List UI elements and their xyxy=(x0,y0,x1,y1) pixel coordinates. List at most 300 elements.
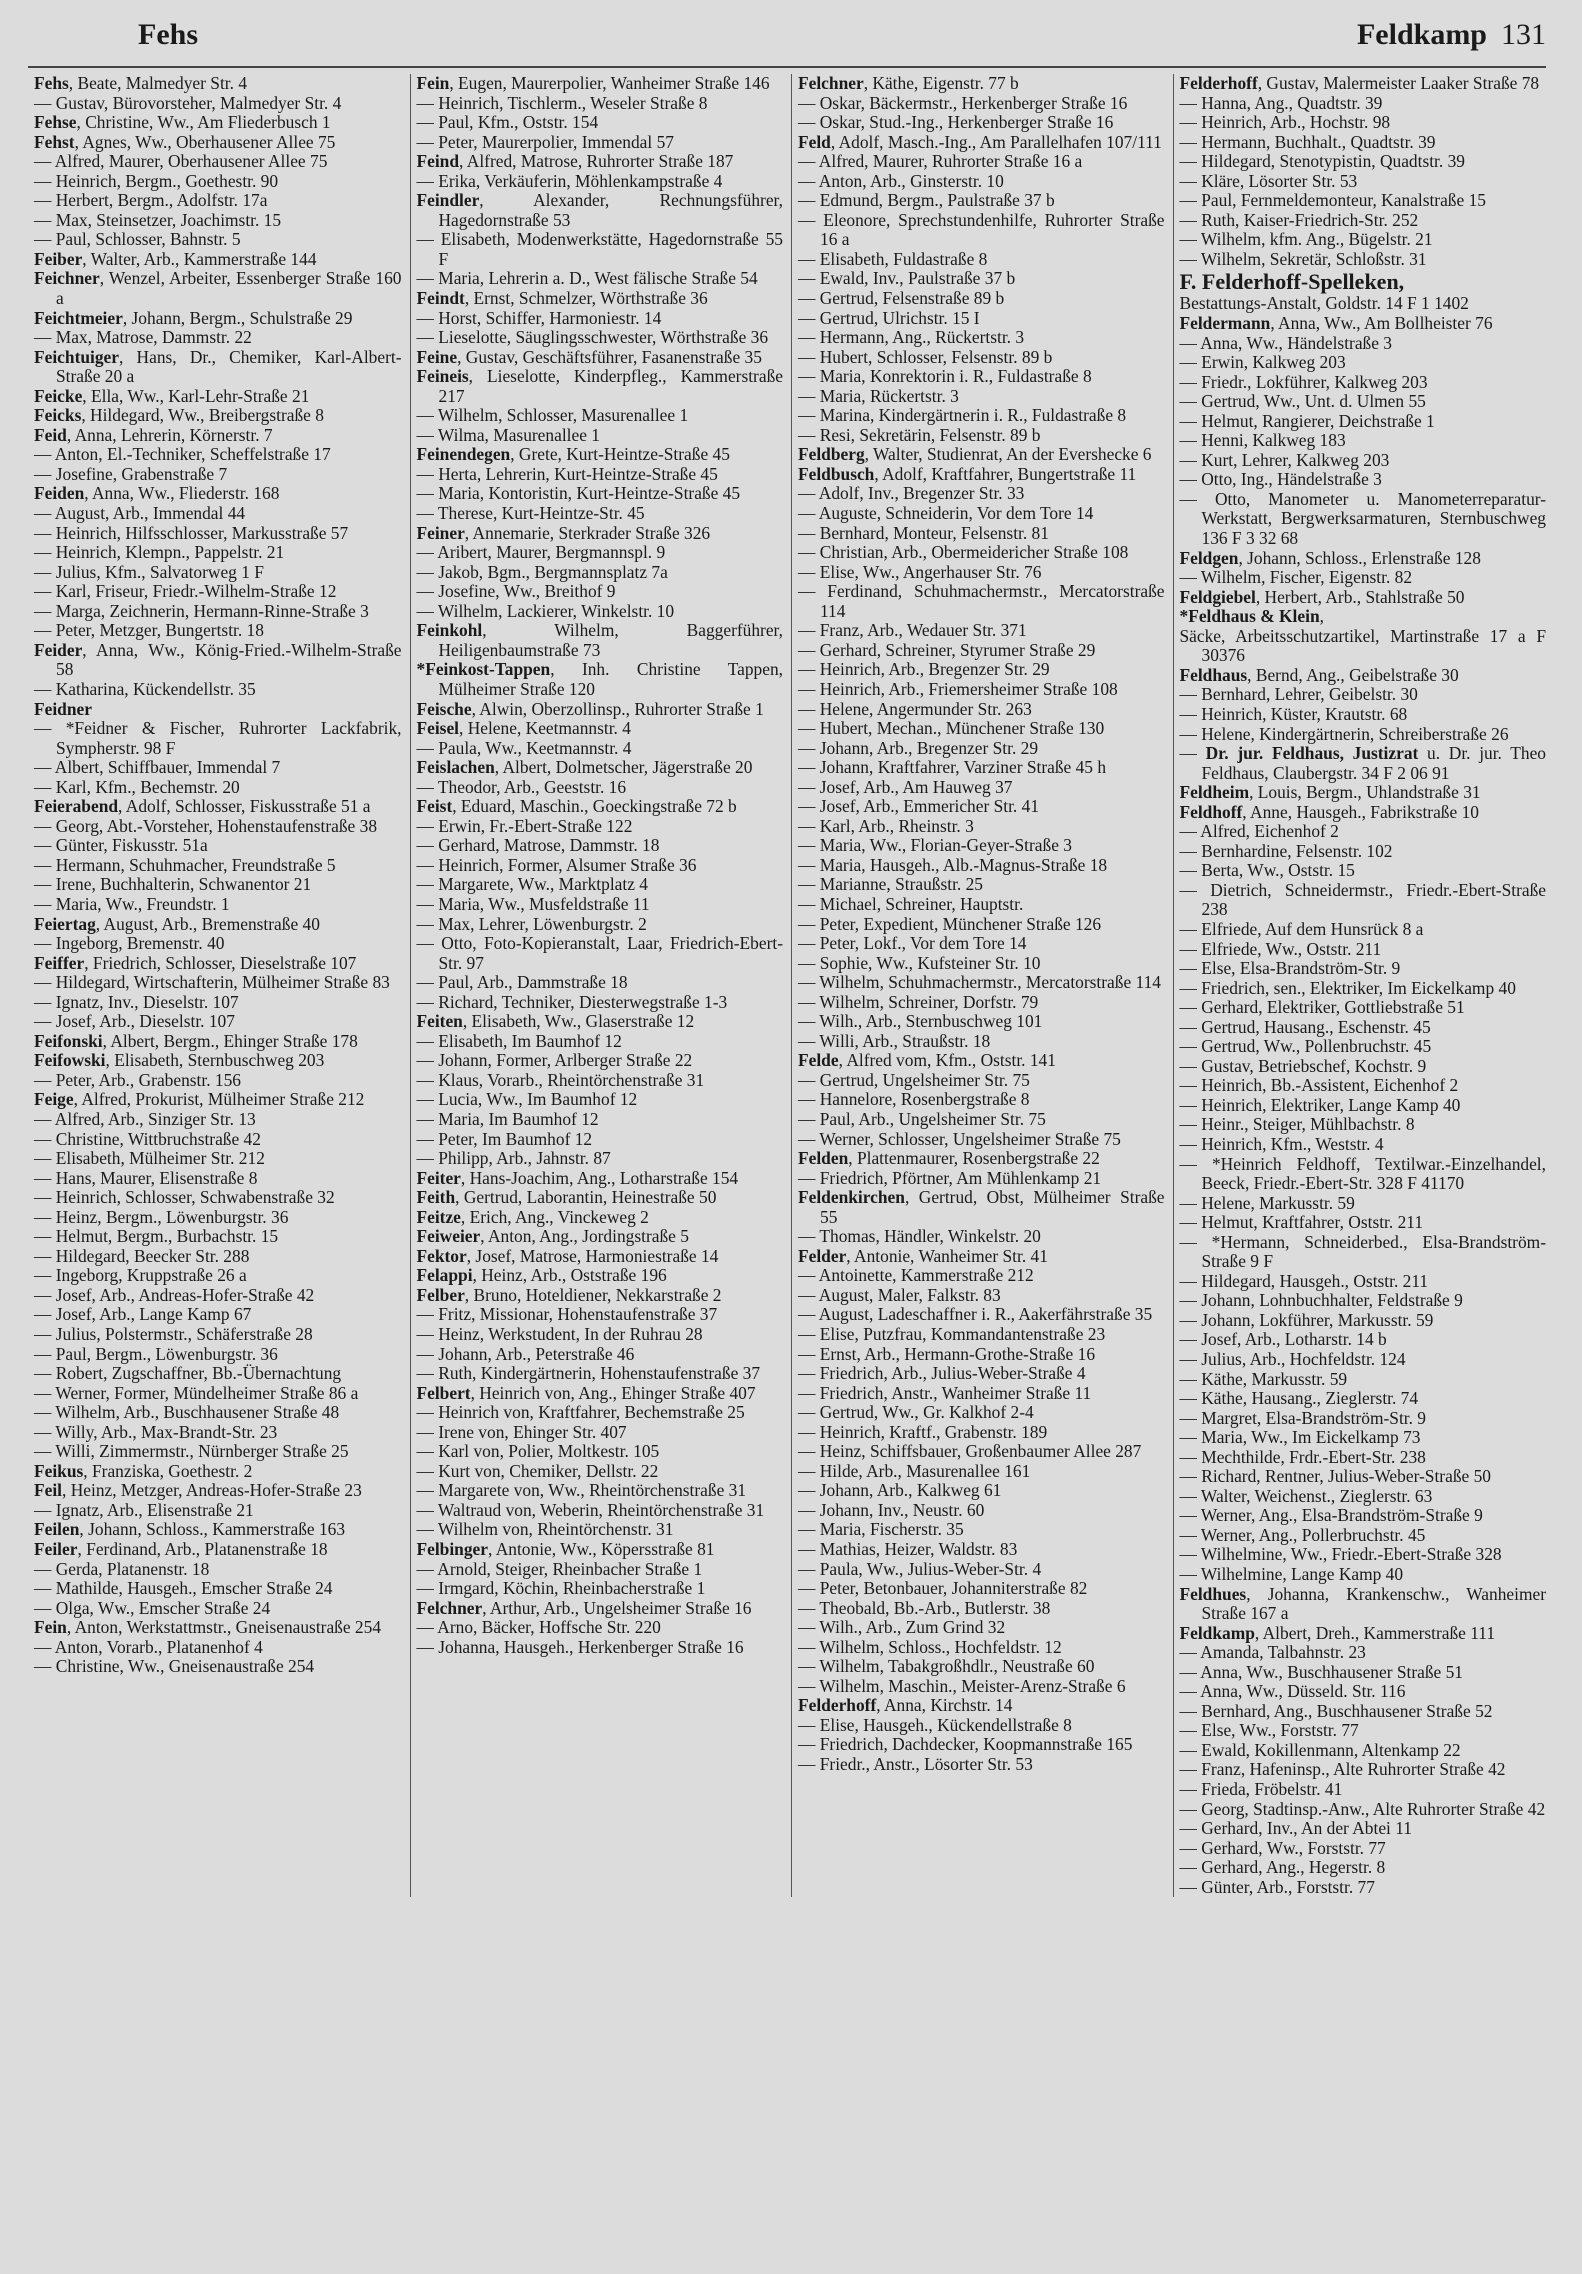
directory-entry: — Willi, Zimmermstr., Nürnberger Straße 25 xyxy=(34,1441,349,1462)
directory-entry: — August, Maler, Falkstr. 83 xyxy=(798,1284,1001,1305)
directory-entry: Felbinger, Antonie, Ww., Köpersstraße 81 xyxy=(416,1539,715,1560)
directory-entry: Feld, Adolf, Masch.-Ing., Am Parallelhafen 107/111 xyxy=(798,131,1162,152)
directory-entry: — Hans, Maurer, Elisenstraße 8 xyxy=(34,1167,258,1188)
directory-entry: — Herbert, Bergm., Adolfstr. 17a xyxy=(34,190,268,211)
directory-entry: — Therese, Kurt-Heintze-Str. 45 xyxy=(416,503,645,524)
directory-entry: — Henni, Kalkweg 183 xyxy=(1179,430,1346,451)
directory-entry: — Johann, Arb., Bregenzer Str. 29 xyxy=(798,737,1039,758)
directory-entry: — Wilhelm, Tabakgroßhdlr., Neustraße 60 xyxy=(798,1656,1095,1677)
directory-entry: — Heinrich, Arb., Bregenzer Str. 29 xyxy=(798,659,1050,680)
directory-entry: Felappi, Heinz, Arb., Oststraße 196 xyxy=(416,1265,667,1286)
directory-entry: — Irene, Buchhalterin, Schwanentor 21 xyxy=(34,874,312,895)
directory-entry: — Heinrich, Klempn., Pappelstr. 21 xyxy=(34,542,285,563)
directory-entry: — Johann, Kraftfahrer, Varziner Straße 45 h xyxy=(798,757,1107,778)
directory-entry: Feicks, Hildegard, Ww., Breibergstraße 8 xyxy=(34,405,324,426)
directory-entry: — Heinrich, Elektriker, Lange Kamp 40 xyxy=(1179,1094,1461,1115)
directory-entry: — Otto, Foto-Kopieranstalt, Laar, Friedrich-Ebert-Str. 97 xyxy=(416,933,783,973)
directory-entry: — Jakob, Bgm., Bergmannsplatz 7a xyxy=(416,561,668,582)
directory-entry: — Josef, Arb., Dieselstr. 107 xyxy=(34,1011,235,1032)
directory-entry: Feifonski, Albert, Bergm., Ehinger Straße 178 xyxy=(34,1030,358,1051)
directory-entry: — Maria, Ww., Freundstr. 1 xyxy=(34,893,230,914)
directory-entry: — Paul, Fernmeldemonteur, Kanalstraße 15 xyxy=(1179,190,1486,211)
directory-entry: Feil, Heinz, Metzger, Andreas-Hofer-Straße 23 xyxy=(34,1480,362,1501)
directory-entry: — Maria, Im Baumhof 12 xyxy=(416,1108,599,1129)
directory-entry: Feine, Gustav, Geschäftsführer, Fasanenstraße 35 xyxy=(416,346,762,367)
directory-entry: — Alfred, Eichenhof 2 xyxy=(1179,821,1339,842)
directory-entry: — Oskar, Bäckermstr., Herkenberger Straße 16 xyxy=(798,92,1128,113)
directory-entry: — Otto, Manometer u. Manometerreparatur-Werkstatt, Bergwerksarmaturen, Sternbuschweg 136 F 3 32 68 xyxy=(1179,488,1546,549)
directory-entry: Feiner, Annemarie, Sterkrader Straße 326 xyxy=(416,522,711,543)
directory-entry: — Heinrich, Arb., Friemersheimer Straße 108 xyxy=(798,678,1118,699)
directory-entry: — Maria, Fischerstr. 35 xyxy=(798,1519,964,1540)
directory-entry: — Hildegard, Wirtschafterin, Mülheimer Straße 83 xyxy=(34,972,390,993)
directory-entry: — Käthe, Markusstr. 59 xyxy=(1179,1368,1348,1389)
directory-entry: — Gertrud, Ulrichstr. 15 I xyxy=(798,307,980,328)
directory-entry: — Werner, Ang., Pollerbruchstr. 45 xyxy=(1179,1524,1426,1545)
directory-entry: — Anton, El.-Techniker, Scheffelstraße 17 xyxy=(34,444,331,465)
directory-entry: Felde, Alfred vom, Kfm., Oststr. 141 xyxy=(798,1050,1056,1071)
directory-entry: — Marianne, Straußstr. 25 xyxy=(798,874,983,895)
directory-entry: — Gerhard, Matrose, Dammstr. 18 xyxy=(416,835,660,856)
directory-entry: — Richard, Techniker, Diesterwegstraße 1-3 xyxy=(416,991,728,1012)
directory-entry: — Wilhelm, Schreiner, Dorfstr. 79 xyxy=(798,991,1039,1012)
directory-entry: Feldberg, Walter, Studienrat, An der Evershecke 6 xyxy=(798,444,1152,465)
directory-entry: — Heinrich, Kfm., Weststr. 4 xyxy=(1179,1133,1384,1154)
directory-entry: — Johann, Inv., Neustr. 60 xyxy=(798,1499,985,1520)
header-right xyxy=(1357,18,1546,52)
directory-entry: Bestattungs-Anstalt, Goldstr. 14 F 1 1402 xyxy=(1179,293,1469,314)
directory-entry: — Gertrud, Ungelsheimer Str. 75 xyxy=(798,1069,1030,1090)
directory-entry: — Helene, Markusstr. 59 xyxy=(1179,1192,1355,1213)
directory-entry: — Gustav, Betriebschef, Kochstr. 9 xyxy=(1179,1055,1427,1076)
directory-entry: — Anton, Vorarb., Platanenhof 4 xyxy=(34,1636,263,1657)
directory-entry: — Friedr., Lokführer, Kalkweg 203 xyxy=(1179,371,1428,392)
directory-entry: Feiden, Anna, Ww., Fliederstr. 168 xyxy=(34,483,280,504)
page-number: 131 xyxy=(1501,18,1546,51)
directory-entry: Felchner, Käthe, Eigenstr. 77 b xyxy=(798,74,1019,93)
directory-entry: — Ingeborg, Bremenstr. 40 xyxy=(34,933,225,954)
directory-entry: Fein, Eugen, Maurerpolier, Wanheimer Straße 146 xyxy=(416,74,770,93)
directory-entry: — Wilhelm, Lackierer, Winkelstr. 10 xyxy=(416,600,675,621)
directory-entry: — Christine, Ww., Gneisenaustraße 254 xyxy=(34,1656,315,1677)
directory-entry: — Dietrich, Schneidermstr., Friedr.-Ebert-Straße 238 xyxy=(1179,879,1546,920)
directory-entry: — Ferdinand, Schuhmachermstr., Mercatorstraße 114 xyxy=(798,581,1165,621)
directory-entry: — Ingeborg, Kruppstraße 26 a xyxy=(34,1265,247,1286)
directory-entry: — Wilhelm, Schuhmachermstr., Mercatorstraße 114 xyxy=(798,972,1161,993)
directory-entry: — Peter, Arb., Grabenstr. 156 xyxy=(34,1069,241,1090)
directory-entry: — Ignatz, Inv., Dieselstr. 107 xyxy=(34,991,239,1012)
directory-entry: — Alfred, Maurer, Ruhrorter Straße 16 a xyxy=(798,151,1083,172)
directory-entry: Feikus, Franziska, Goethestr. 2 xyxy=(34,1460,253,1481)
directory-entry: — Josef, Arb., Am Hauweg 37 xyxy=(798,776,1013,797)
directory-entry: Feitze, Erich, Ang., Vinckeweg 2 xyxy=(416,1206,649,1227)
directory-entry: — Philipp, Arb., Jahnstr. 87 xyxy=(416,1148,611,1169)
directory-entry: Feiweier, Anton, Ang., Jordingstraße 5 xyxy=(416,1226,689,1247)
directory-entry: Felchner, Arthur, Arb., Ungelsheimer Straße 16 xyxy=(416,1597,752,1618)
directory-entry: — Helene, Angermunder Str. 263 xyxy=(798,698,1032,719)
directory-entry: — Werner, Ang., Elsa-Brandström-Straße 9 xyxy=(1179,1505,1483,1526)
directory-entry: — Wilhelm, Maschin., Meister-Arenz-Straße 6 xyxy=(798,1675,1126,1696)
directory-entry: — Johann, Former, Arlberger Straße 22 xyxy=(416,1050,693,1071)
directory-entry: — Margarete, Ww., Marktplatz 4 xyxy=(416,874,648,895)
directory-entry: — Heinrich, Tischlerm., Weseler Straße 8 xyxy=(416,92,708,113)
directory-entry: — Julius, Arb., Hochfeldstr. 124 xyxy=(1179,1349,1406,1369)
directory-entry: — Bernhard, Monteur, Felsenstr. 81 xyxy=(798,522,1049,543)
directory-entry: — Johann, Arb., Kalkweg 61 xyxy=(798,1480,1002,1501)
directory-entry: Feldheim, Louis, Bergm., Uhlandstraße 31 xyxy=(1179,782,1481,803)
directory-entry: — Josefine, Grabenstraße 7 xyxy=(34,463,228,484)
directory-entry: — Maria, Ww., Im Eickelkamp 73 xyxy=(1179,1427,1421,1448)
directory-entry: Feisel, Helene, Keetmannstr. 4 xyxy=(416,718,631,739)
directory-entry: — Elise, Ww., Angerhauser Str. 76 xyxy=(798,561,1042,582)
directory-entry: — Anna, Ww., Händelstraße 3 xyxy=(1179,332,1392,353)
directory-entry: Feichtuiger, Hans, Dr., Chemiker, Karl-Albert-Straße 20 a xyxy=(34,346,402,387)
directory-entry: — Dr. jur. Feldhaus, Justizrat u. Dr. jur. Theo Feldhaus, Claubergstr. 34 F 2 06 91 xyxy=(1179,743,1546,783)
directory-entry: — Willi, Arb., Straußstr. 18 xyxy=(798,1030,991,1051)
directory-entry: Fehst, Agnes, Ww., Oberhausener Allee 75 xyxy=(34,131,336,152)
directory-entry: — Josef, Arb., Emmericher Str. 41 xyxy=(798,796,1040,817)
directory-entry: — Sophie, Ww., Kufsteiner Str. 10 xyxy=(798,952,1041,973)
directory-entry: — Karl von, Polier, Moltkestr. 105 xyxy=(416,1441,660,1462)
directory-entry: — Elise, Hausgeh., Kückendellstraße 8 xyxy=(798,1714,1072,1735)
directory-entry: Feiertag, August, Arb., Bremenstraße 40 xyxy=(34,913,320,934)
directory-entry: — Herta, Lehrerin, Kurt-Heintze-Straße 45 xyxy=(416,463,718,484)
directory-entry: Feist, Eduard, Maschin., Goeckingstraße 72 b xyxy=(416,796,737,817)
directory-entry: — Gertrud, Ww., Pollenbruchstr. 45 xyxy=(1179,1036,1432,1057)
directory-entry: Feind, Alfred, Matrose, Ruhrorter Straße 187 xyxy=(416,151,734,172)
directory-entry: — Edmund, Bergm., Paulstraße 37 b xyxy=(798,190,1055,211)
directory-entry: — Fritz, Missionar, Hohenstaufenstraße 37 xyxy=(416,1304,718,1325)
directory-entry: — Theodor, Arb., Geeststr. 16 xyxy=(416,776,627,797)
directory-entry: — Hildegard, Hausgeh., Oststr. 211 xyxy=(1179,1270,1429,1291)
directory-entry: — Maria, Lehrerin a. D., West fälische Straße 54 xyxy=(416,268,758,289)
directory-entry: Säcke, Arbeitsschutzartikel, Martinstraße 17 a F 30376 xyxy=(1179,625,1546,666)
directory-entry: — Paul, Schlosser, Bahnstr. 5 xyxy=(34,229,241,250)
directory-entry: — Ewald, Kokillenmann, Altenkamp 22 xyxy=(1179,1739,1461,1760)
directory-entry: — Ernst, Arb., Hermann-Grothe-Straße 16 xyxy=(798,1343,1096,1364)
directory-entry: — Johann, Arb., Peterstraße 46 xyxy=(416,1343,635,1364)
directory-entry: — Heinrich, Hilfsschlosser, Markusstraße 57 xyxy=(34,522,349,543)
directory-entry: Feiler, Ferdinand, Arb., Platanenstraße 18 xyxy=(34,1539,328,1560)
directory-entry: — Auguste, Schneiderin, Vor dem Tore 14 xyxy=(798,503,1094,524)
directory-entry: — *Feidner & Fischer, Ruhrorter Lackfabrik, Sympherstr. 98 F xyxy=(34,718,402,758)
directory-entry: — Franz, Arb., Wedauer Str. 371 xyxy=(798,620,1027,641)
column-1 xyxy=(28,74,402,1897)
directory-entry: — Hermann, Ang., Rückertstr. 3 xyxy=(798,327,1025,348)
directory-entry: Feldkamp, Albert, Dreh., Kammerstraße 111 xyxy=(1179,1622,1496,1643)
directory-entry: — Heinz, Bergm., Löwenburgstr. 36 xyxy=(34,1206,289,1227)
directory-entry: — *Heinrich Feldhoff, Textilwar.-Einzelhandel, Beeck, Friedr.-Ebert-Str. 328 F 41170 xyxy=(1179,1153,1546,1194)
directory-entry: — Heinrich, Schlosser, Schwabenstraße 32 xyxy=(34,1187,335,1208)
directory-entry: — Erika, Verkäuferin, Möhlenkampstraße 4 xyxy=(416,170,723,191)
directory-entry: — Max, Steinsetzer, Joachimstr. 15 xyxy=(34,209,282,230)
directory-entry: Feith, Gertrud, Laborantin, Heinestraße 50 xyxy=(416,1187,717,1208)
directory-entry: — Christine, Wittbruchstraße 42 xyxy=(34,1128,261,1149)
directory-entry: — Hubert, Schlosser, Felsenstr. 89 b xyxy=(798,346,1053,367)
directory-entry: — Wilhelm von, Rheintörchenstr. 31 xyxy=(416,1519,674,1540)
directory-entry: — Heinrich, Küster, Krautstr. 68 xyxy=(1179,703,1408,724)
directory-entry: Feldbusch, Adolf, Kraftfahrer, Bungertstraße 11 xyxy=(798,463,1137,484)
directory-entry: Feidner xyxy=(34,698,92,719)
directory-entry: — Johann, Lokführer, Markusstr. 59 xyxy=(1179,1309,1434,1330)
directory-entry: — Mathias, Heizer, Waldstr. 83 xyxy=(798,1539,1018,1560)
directory-entry: — Amanda, Talbahnstr. 23 xyxy=(1179,1642,1366,1663)
directory-entry: — Walter, Weichenst., Zieglerstr. 63 xyxy=(1179,1485,1433,1506)
directory-entry: — Theobald, Bb.-Arb., Butlerstr. 38 xyxy=(798,1597,1051,1618)
directory-entry: Feiten, Elisabeth, Ww., Glaserstraße 12 xyxy=(416,1011,695,1032)
directory-entry: — Hannelore, Rosenbergstraße 8 xyxy=(798,1089,1030,1110)
directory-entry: — Wilhelm, Schloss., Hochfeldstr. 12 xyxy=(798,1636,1062,1657)
directory-entry: Felber, Bruno, Hoteldiener, Nekkarstraße 2 xyxy=(416,1284,722,1305)
column-4 xyxy=(1173,74,1547,1897)
directory-entry: — Johann, Lohnbuchhalter, Feldstraße 9 xyxy=(1179,1290,1463,1311)
directory-entry: Felbert, Heinrich von, Ang., Ehinger Straße 407 xyxy=(416,1382,756,1403)
directory-entry: — Ruth, Kindergärtnerin, Hohenstaufenstraße 37 xyxy=(416,1363,761,1384)
directory-entry: — Heinrich von, Kraftfahrer, Bechemstraße 25 xyxy=(416,1402,745,1423)
directory-entry: Felden, Plattenmaurer, Rosenbergstraße 22 xyxy=(798,1148,1100,1169)
directory-entry: — Gertrud, Ww., Unt. d. Ulmen 55 xyxy=(1179,391,1426,412)
directory-entry: — Werner, Former, Mündelheimer Straße 86 a xyxy=(34,1382,359,1403)
directory-entry: — Richard, Rentner, Julius-Weber-Straße 50 xyxy=(1179,1466,1491,1487)
directory-entry: — Wilhelmine, Ww., Friedr.-Ebert-Straße 328 xyxy=(1179,1544,1502,1565)
directory-entry: — Klaus, Vorarb., Rheintörchenstraße 31 xyxy=(416,1069,705,1090)
directory-entry: — Wilh., Arb., Sternbuschweg 101 xyxy=(798,1011,1043,1032)
directory-entry: Feldermann, Anna, Ww., Am Bollheister 76 xyxy=(1179,313,1493,334)
directory-entry: — Heinz, Schiffsbauer, Großenbaumer Allee 287 xyxy=(798,1441,1142,1462)
directory-entry: — Lieselotte, Säuglingsschwester, Wörthstraße 36 xyxy=(416,327,769,348)
directory-entry: — Gustav, Bürovorsteher, Malmedyer Str. 4 xyxy=(34,92,342,113)
directory-entry: — Erwin, Fr.-Ebert-Straße 122 xyxy=(416,815,633,836)
directory-entry: — Karl, Arb., Rheinstr. 3 xyxy=(798,815,974,836)
directory-entry: — Josefine, Ww., Breithof 9 xyxy=(416,581,616,602)
directory-entry: Feldgiebel, Herbert, Arb., Stahlstraße 50 xyxy=(1179,586,1465,607)
directory-entry: Feische, Alwin, Oberzollinsp., Ruhrorter Straße 1 xyxy=(416,698,764,719)
directory-entry: — Anna, Ww., Buschhausener Straße 51 xyxy=(1179,1661,1464,1682)
header-right-keyword: Feldkamp xyxy=(1356,18,1487,51)
directory-entry: — Adolf, Inv., Bregenzer Str. 33 xyxy=(798,483,1025,504)
directory-entry: Feinkohl, Wilhelm, Baggerführer, Heiligenbaumstraße 73 xyxy=(416,620,783,660)
directory-entry: *Feinkost-Tappen, Inh. Christine Tappen, Mülheimer Straße 120 xyxy=(416,659,783,699)
directory-entry: — Marina, Kindergärtnerin i. R., Fuldastraße 8 xyxy=(798,405,1127,426)
directory-entry: Feider, Anna, Ww., König-Fried.-Wilhelm-Straße 58 xyxy=(34,639,402,680)
directory-entry: — Helmut, Kraftfahrer, Oststr. 211 xyxy=(1179,1212,1424,1233)
directory-entry: — Paul, Arb., Ungelsheimer Str. 75 xyxy=(798,1108,1046,1129)
directory-entry: — Oskar, Stud.-Ing., Herkenberger Straße 16 xyxy=(798,112,1114,133)
directory-entry: — Arno, Bäcker, Hoffsche Str. 220 xyxy=(416,1617,661,1638)
directory-entry: — Anna, Ww., Düsseld. Str. 116 xyxy=(1179,1681,1406,1702)
directory-entry: — Robert, Zugschaffner, Bb.-Übernachtung xyxy=(34,1363,342,1384)
directory-entry: — Bernhard, Lehrer, Geibelstr. 30 xyxy=(1179,684,1418,705)
directory-entry: Feldhaus, Bernd, Ang., Geibelstraße 30 xyxy=(1179,664,1459,685)
directory-entry: — Irmgard, Köchin, Rheinbacherstraße 1 xyxy=(416,1578,706,1599)
directory-entry: — Paul, Arb., Dammstraße 18 xyxy=(416,972,628,993)
directory-entry: — Wilhelm, Fischer, Eigenstr. 82 xyxy=(1179,567,1413,588)
directory-entry: — Gerhard, Inv., An der Abtei 11 xyxy=(1179,1818,1412,1839)
directory-entry: Feldhoff, Anne, Hausgeh., Fabrikstraße 10 xyxy=(1179,801,1479,822)
directory-entry: — Elisabeth, Fuldastraße 8 xyxy=(798,248,988,269)
directory-entry: — Aribert, Maurer, Bergmannspl. 9 xyxy=(416,542,666,563)
directory-entry: Feige, Alfred, Prokurist, Mülheimer Straße 212 xyxy=(34,1089,365,1110)
directory-entry: — Hubert, Mechan., Münchener Straße 130 xyxy=(798,718,1105,739)
directory-entry: — Friedrich, sen., Elektriker, Im Eickelkamp 40 xyxy=(1179,977,1516,998)
directory-entry: Feicke, Ella, Ww., Karl-Lehr-Straße 21 xyxy=(34,385,310,406)
directory-entry: — Heinr., Steiger, Mühlbachstr. 8 xyxy=(1179,1114,1415,1135)
directory-entry: — Friedr., Anstr., Lösorter Str. 53 xyxy=(798,1754,1033,1775)
directory-entry: Feierabend, Adolf, Schlosser, Fiskusstraße 51 a xyxy=(34,796,371,817)
directory-entry: — Franz, Hafeninsp., Alte Ruhrorter Straße 42 xyxy=(1179,1759,1506,1780)
directory-entry: — Else, Elsa-Brandström-Str. 9 xyxy=(1179,958,1401,979)
directory-entry: — Bernhard, Ang., Buschhausener Straße 52 xyxy=(1179,1700,1493,1721)
directory-entry: — Gerda, Platanenstr. 18 xyxy=(34,1558,210,1579)
directory-entry: Feid, Anna, Lehrerin, Körnerstr. 7 xyxy=(34,424,273,445)
directory-entry: — Alfred, Maurer, Oberhausener Allee 75 xyxy=(34,151,328,172)
directory-entry: — Hanna, Ang., Quadtstr. 39 xyxy=(1179,92,1383,113)
directory-entry: — Gerhard, Schreiner, Styrumer Straße 29 xyxy=(798,639,1096,660)
directory-entry: — Johanna, Hausgeh., Herkenberger Straße 16 xyxy=(416,1636,744,1657)
directory-entry: — Helmut, Rangierer, Deichstraße 1 xyxy=(1179,410,1435,431)
directory-entry: — Kurt, Lehrer, Kalkweg 203 xyxy=(1179,449,1390,470)
directory-entry: — Bernhardine, Felsenstr. 102 xyxy=(1179,840,1393,861)
directory-columns xyxy=(28,74,1546,1897)
directory-entry: — Helene, Kindergärtnerin, Schreiberstraße 26 xyxy=(1179,723,1509,744)
directory-entry: — Albert, Schiffbauer, Immendal 7 xyxy=(34,757,281,778)
column-2 xyxy=(410,74,784,1897)
directory-entry: — Maria, Hausgeh., Alb.-Magnus-Straße 18 xyxy=(798,854,1108,875)
directory-entry: — Peter, Lokf., Vor dem Tore 14 xyxy=(798,933,1027,954)
directory-entry: — *Hermann, Schneiderbed., Elsa-Brandström-Straße 9 F xyxy=(1179,1231,1546,1272)
directory-entry: — Heinrich, Kraftf., Grabenstr. 189 xyxy=(798,1421,1048,1442)
directory-entry: *Feldhaus & Klein, xyxy=(1179,606,1324,627)
directory-entry: — Hildegard, Beecker Str. 288 xyxy=(34,1245,250,1266)
directory-entry: — Karl, Kfm., Bechemstr. 20 xyxy=(34,776,240,797)
directory-entry: — Maria, Ww., Musfeldstraße 11 xyxy=(416,893,650,914)
directory-entry: Feichtmeier, Johann, Bergm., Schulstraße 29 xyxy=(34,307,353,328)
directory-entry: — Elisabeth, Im Baumhof 12 xyxy=(416,1030,622,1051)
directory-entry: — Hermann, Buchhalt., Quadtstr. 39 xyxy=(1179,131,1436,152)
directory-entry: — Max, Matrose, Dammstr. 22 xyxy=(34,327,252,348)
directory-entry: — Käthe, Hausang., Zieglerstr. 74 xyxy=(1179,1388,1419,1409)
directory-entry: Feifowski, Elisabeth, Sternbuschweg 203 xyxy=(34,1050,325,1071)
directory-entry: — Maria, Rückertstr. 3 xyxy=(798,385,959,406)
directory-entry: — Kläre, Lösorter Str. 53 xyxy=(1179,170,1358,191)
directory-entry: Feiber, Walter, Arb., Kammerstraße 144 xyxy=(34,248,317,269)
directory-entry: — Paula, Ww., Keetmannstr. 4 xyxy=(416,737,632,758)
directory-entry: — Georg, Abt.-Vorsteher, Hohenstaufenstraße 38 xyxy=(34,815,378,836)
directory-entry: — Margret, Elsa-Brandström-Str. 9 xyxy=(1179,1407,1426,1428)
directory-entry: — Hildegard, Stenotypistin, Quadtstr. 39 xyxy=(1179,151,1465,172)
directory-entry: — Elisabeth, Modenwerkstätte, Hagedornstraße 55 F xyxy=(416,229,783,269)
directory-entry: Feinendegen, Grete, Kurt-Heintze-Straße 45 xyxy=(416,444,730,465)
directory-entry: — Willy, Arb., Max-Brandt-Str. 23 xyxy=(34,1421,278,1442)
directory-entry: — Elise, Putzfrau, Kommandantenstraße 23 xyxy=(798,1324,1106,1344)
directory-entry: — Elisabeth, Mülheimer Str. 212 xyxy=(34,1148,265,1169)
directory-entry: Feineis, Lieselotte, Kinderpfleg., Kammerstraße 217 xyxy=(416,366,783,406)
directory-entry: — Paul, Kfm., Oststr. 154 xyxy=(416,112,599,133)
directory-entry: — Peter, Maurerpolier, Immendal 57 xyxy=(416,131,674,152)
directory-entry: — Erwin, Kalkweg 203 xyxy=(1179,352,1346,373)
directory-entry: — August, Arb., Immendal 44 xyxy=(34,503,246,524)
column-3 xyxy=(791,74,1165,1897)
directory-entry: — Gerhard, Ang., Hegerstr. 8 xyxy=(1179,1857,1386,1878)
page-header xyxy=(28,18,1546,68)
directory-entry: — Eleonore, Sprechstundenhilfe, Ruhrorter Straße 16 a xyxy=(798,209,1165,250)
directory-entry: — Anton, Arb., Ginsterstr. 10 xyxy=(798,170,1004,191)
directory-entry: — Elfriede, Auf dem Hunsrück 8 a xyxy=(1179,918,1424,939)
directory-entry: Felder, Antonie, Wanheimer Str. 41 xyxy=(798,1245,1048,1266)
directory-entry: — Heinrich, Bergm., Goethestr. 90 xyxy=(34,170,279,191)
directory-entry: — Wilhelm, Arb., Buschhausener Straße 48 xyxy=(34,1402,340,1423)
directory-entry: — Frieda, Fröbelstr. 41 xyxy=(1179,1779,1343,1800)
directory-entry: Feilen, Johann, Schloss., Kammerstraße 163 xyxy=(34,1519,346,1540)
directory-entry: — Friedrich, Arb., Julius-Weber-Straße 4 xyxy=(798,1363,1086,1384)
directory-entry: F. Felderhoff-Spelleken, xyxy=(1179,269,1405,295)
directory-entry: — Friedrich, Anstr., Wanheimer Straße 11 xyxy=(798,1382,1092,1403)
directory-entry: — Olga, Ww., Emscher Straße 24 xyxy=(34,1597,271,1618)
directory-entry: Felderhoff, Anna, Kirchstr. 14 xyxy=(798,1695,1013,1716)
directory-entry: — Kurt von, Chemiker, Dellstr. 22 xyxy=(416,1460,659,1481)
directory-entry: — Günter, Fiskusstr. 51a xyxy=(34,835,208,856)
directory-entry: — Josef, Arb., Andreas-Hofer-Straße 42 xyxy=(34,1284,315,1305)
directory-entry: — Arnold, Steiger, Rheinbacher Straße 1 xyxy=(416,1558,703,1579)
directory-entry: — Paul, Bergm., Löwenburgstr. 36 xyxy=(34,1343,278,1364)
directory-entry: — Karl, Friseur, Friedr.-Wilhelm-Straße 12 xyxy=(34,581,337,602)
directory-entry: Feislachen, Albert, Dolmetscher, Jägerstraße 20 xyxy=(416,757,753,778)
directory-entry: — Gertrud, Ww., Gr. Kalkhof 2-4 xyxy=(798,1402,1034,1423)
directory-entry: — Paula, Ww., Julius-Weber-Str. 4 xyxy=(798,1558,1042,1579)
directory-entry: — Peter, Im Baumhof 12 xyxy=(416,1128,593,1149)
directory-entry: — Gertrud, Hausang., Eschenstr. 45 xyxy=(1179,1016,1431,1037)
directory-entry: — August, Ladeschaffner i. R., Aakerfährstraße 35 xyxy=(798,1304,1153,1325)
directory-entry: — Mechthilde, Frdr.-Ebert-Str. 238 xyxy=(1179,1446,1426,1467)
directory-entry: — Georg, Stadtinsp.-Anw., Alte Ruhrorter Straße 42 xyxy=(1179,1798,1546,1819)
directory-entry: — Maria, Kontoristin, Kurt-Heintze-Straße 45 xyxy=(416,483,741,504)
directory-entry: — Margarete von, Ww., Rheintörchenstraße 31 xyxy=(416,1480,747,1501)
directory-entry: Feldhues, Johanna, Krankenschw., Wanheimer Straße 167 a xyxy=(1179,1583,1546,1624)
directory-entry: Feiter, Hans-Joachim, Ang., Lotharstraße 154 xyxy=(416,1167,739,1188)
directory-entry: Fehs, Beate, Malmedyer Str. 4 xyxy=(34,74,248,93)
directory-entry: — Max, Lehrer, Löwenburgstr. 2 xyxy=(416,913,647,934)
directory-entry: — Ignatz, Arb., Elisenstraße 21 xyxy=(34,1499,254,1520)
directory-entry: — Heinrich, Arb., Hochstr. 98 xyxy=(1179,112,1391,133)
directory-entry: — Lucia, Ww., Im Baumhof 12 xyxy=(416,1089,638,1110)
directory-entry: — Ewald, Inv., Paulstraße 37 b xyxy=(798,268,1016,289)
directory-entry: — Horst, Schiffer, Harmoniestr. 14 xyxy=(416,307,662,328)
directory-entry: — Berta, Ww., Oststr. 15 xyxy=(1179,860,1355,881)
directory-entry: — Gertrud, Felsenstraße 89 b xyxy=(798,288,1005,309)
directory-entry: — Waltraud von, Weberin, Rheintörchenstraße 31 xyxy=(416,1499,765,1520)
directory-entry: — Wilhelm, kfm. Ang., Bügelstr. 21 xyxy=(1179,229,1433,250)
directory-entry: — Gerhard, Elektriker, Gottliebstraße 51 xyxy=(1179,997,1465,1018)
directory-entry: — Heinrich, Former, Alsumer Straße 36 xyxy=(416,854,697,875)
directory-entry: — Friedrich, Pförtner, Am Mühlenkamp 21 xyxy=(798,1167,1102,1188)
directory-entry: Feichner, Wenzel, Arbeiter, Essenberger Straße 160 a xyxy=(34,268,402,309)
directory-entry: — Heinz, Werkstudent, In der Ruhrau 28 xyxy=(416,1324,703,1344)
directory-entry: Felderhoff, Gustav, Malermeister Laaker Straße 78 xyxy=(1179,74,1540,93)
directory-entry: — Friedrich, Dachdecker, Koopmannstraße 165 xyxy=(798,1734,1133,1755)
directory-entry: — Peter, Betonbauer, Johanniterstraße 82 xyxy=(798,1578,1088,1599)
directory-entry: Fehse, Christine, Ww., Am Fliederbusch 1 xyxy=(34,112,331,133)
directory-entry: — Julius, Polstermstr., Schäferstraße 28 xyxy=(34,1324,313,1344)
directory-entry: — Irene von, Ehinger Str. 407 xyxy=(416,1421,627,1442)
directory-entry: — Heinrich, Bb.-Assistent, Eichenhof 2 xyxy=(1179,1075,1459,1096)
directory-entry: — Mathilde, Hausgeh., Emscher Straße 24 xyxy=(34,1578,333,1599)
directory-entry: Feiffer, Friedrich, Schlosser, Dieselstraße 107 xyxy=(34,952,357,973)
directory-entry: — Resi, Sekretärin, Felsenstr. 89 b xyxy=(798,424,1041,445)
directory-entry: — Katharina, Kückendellstr. 35 xyxy=(34,678,256,699)
directory-entry: — Hermann, Schuhmacher, Freundstraße 5 xyxy=(34,854,336,875)
directory-entry: — Peter, Metzger, Bungertstr. 18 xyxy=(34,620,264,641)
directory-entry: — Wilhelmine, Lange Kamp 40 xyxy=(1179,1564,1404,1585)
